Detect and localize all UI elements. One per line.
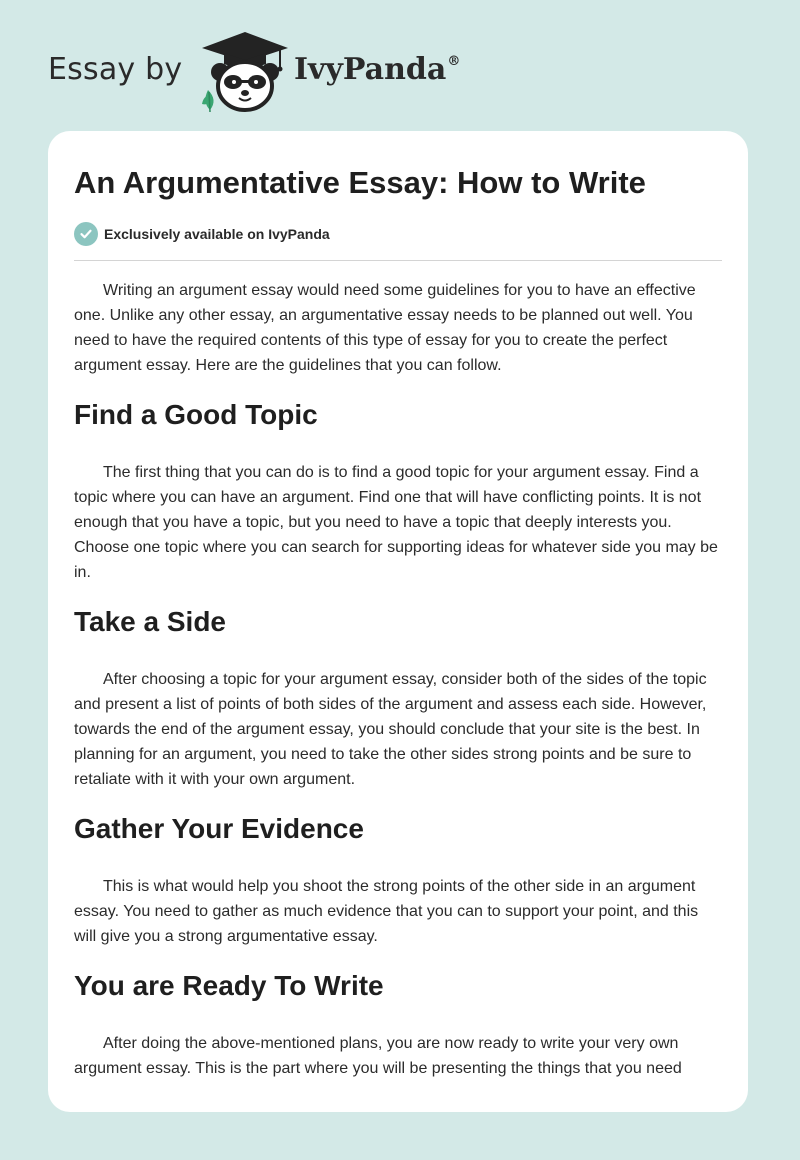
- site-header: [48, 30, 568, 114]
- heading-find-topic: Find a Good Topic: [74, 399, 318, 430]
- exclusive-label: Exclusively available on IvyPanda: [104, 226, 330, 242]
- essay-title: An Argumentative Essay: How to Write: [74, 165, 646, 200]
- exclusive-badge: [74, 221, 330, 247]
- heading-gather-evidence: Gather Your Evidence: [74, 813, 364, 844]
- paragraph-intro: Writing an argument essay would need some guidelines for you to have an effective one. Unlike any other essay, an argumentative essay needs to be planned out well. You need to have the required contents of this type of essay for you to create the perfect argument essay. Here are the guidelines that you can follow.: [74, 282, 696, 374]
- essay-card: [48, 131, 748, 1112]
- heading-take-side: Take a Side: [74, 606, 227, 637]
- heading-ready-to-write: You are Ready To Write: [74, 970, 384, 1001]
- essay-body: [74, 278, 722, 1081]
- paragraph-ready-to-write: After doing the above-mentioned plans, you are now ready to write your very own argument essay. This is the part where you will be presenting the things that you need: [74, 1035, 682, 1077]
- divider: [74, 260, 722, 261]
- paragraph-take-side: After choosing a topic for your argument essay, consider both of the sides of the topic and present a list of points of both sides of the argument and assess each side. However, towards the end of the argument essay, you should conclude that your site is the best. In planning for an argument, you need to take the other sides strong points and be sure to retaliate with it with your own argument.: [74, 671, 707, 788]
- essay-by-label: Essay by: [48, 52, 183, 87]
- registered-mark: ®: [447, 54, 461, 69]
- brand-name: IvyPanda®: [294, 52, 461, 87]
- paragraph-find-topic: The first thing that you can do is to find a good topic for your argument essay. Find a topic where you can have an argument. Find one that will have conflicting points. It is not enough that you have a topic, but you need to have a topic that deeply interests you. Choose one topic where you can search for supporting ideas for whatever side you may be in.: [74, 464, 718, 581]
- panda-graduate-icon: [200, 30, 290, 114]
- paragraph-gather-evidence: This is what would help you shoot the strong points of the other side in an argument essay. You need to gather as much evidence that you can to support your point, and this will give you a strong argumentative essay.: [74, 878, 699, 945]
- check-icon: [74, 222, 98, 246]
